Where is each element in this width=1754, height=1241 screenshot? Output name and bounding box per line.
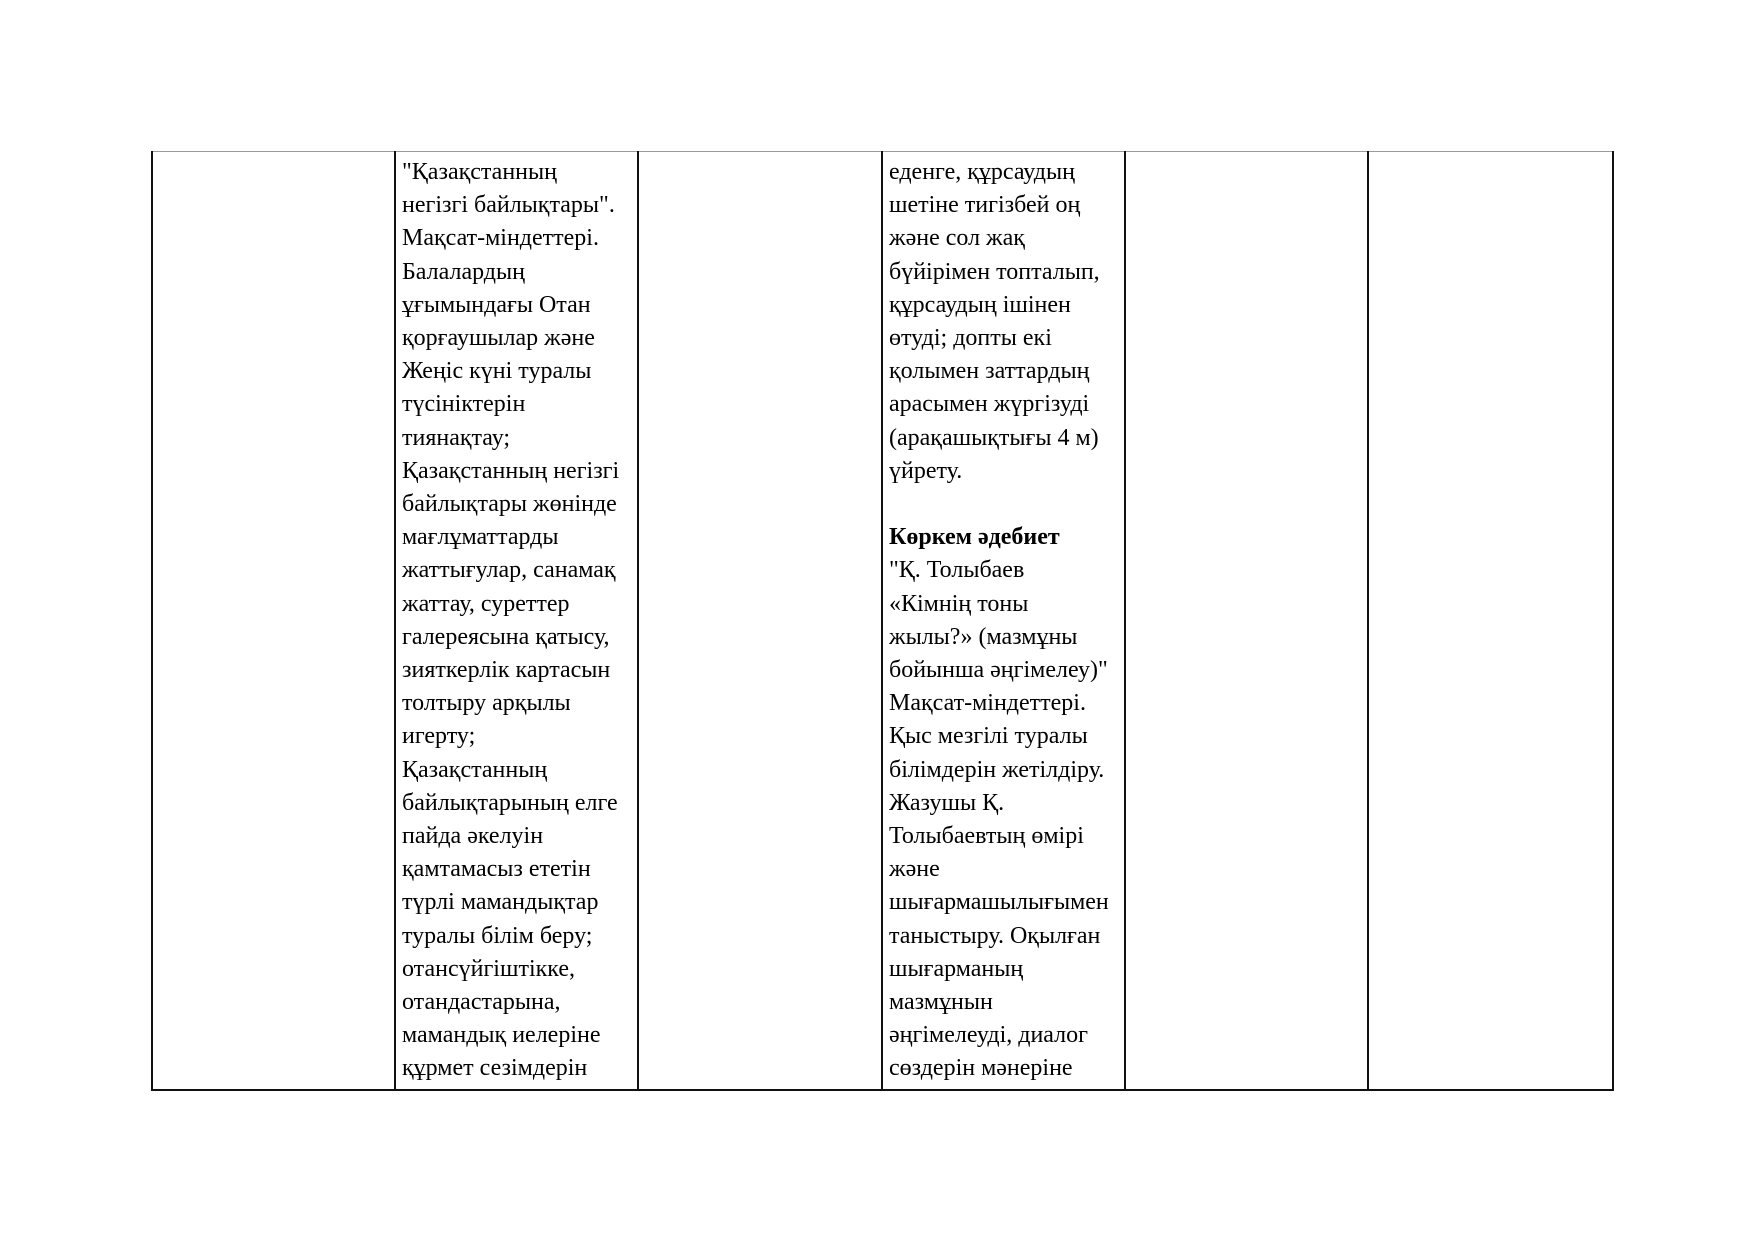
schedule-table <box>151 151 1614 1091</box>
lesson-description-text: "Қазақстанның негізгі байлықтары". Мақсат-міндеттері. Балалардың ұғымындағы Отан қорғаушылар және Жеңіс күні туралы түсініктерін тиянақтау; Қазақстанның негізгі байлықтары жөнінде мағлұматтарды жаттығулар, санамақ жаттау, суреттер галереясына қатысу, зияткерлік картасын толтыру арқылы игерту; Қазақстанның байлықтарының елге пайда әкелуін қамтамасыз ететін түрлі мамандықтар туралы білім беру; отансүйгіштікке, отандастарына, мамандық иелеріне құрмет сезімдерін <box>402 159 620 1082</box>
literature-lesson-text: "Қ. Толыбаев «Кімнің тоны жылы?» (мазмұны бойынша әңгімелеу)" Мақсат-міндеттері. Қыс мезгілі туралы білімдерін жетілдіру. Жазушы Қ. Толыбаевтың өмірі және шығармашылығымен таныстыру. Оқылған шығарманың мазмұнын әңгімелеуді, диалог сөздерін мәнеріне <box>889 557 1109 1082</box>
table-cell-col2 <box>395 152 638 1091</box>
lesson-continued-text: еденге, құрсаудың шетіне тигізбей оң және сол жақ бүйірімен топталып, құрсаудың ішінен өтуді; допты екі қолымен заттардың арасымен жүргізуді (арақашықтығы 4 м) үйрету. <box>889 159 1100 484</box>
section-heading: Көркем әдебиет <box>889 524 1060 551</box>
table-cell-col6 <box>1368 152 1613 1091</box>
table-cell-col5 <box>1125 152 1368 1091</box>
table-cell-col3 <box>638 152 882 1091</box>
table-cell-col1 <box>152 152 395 1091</box>
table-row <box>152 152 1613 1091</box>
table-cell-col4 <box>882 152 1125 1091</box>
paragraph-spacer <box>889 488 1118 521</box>
